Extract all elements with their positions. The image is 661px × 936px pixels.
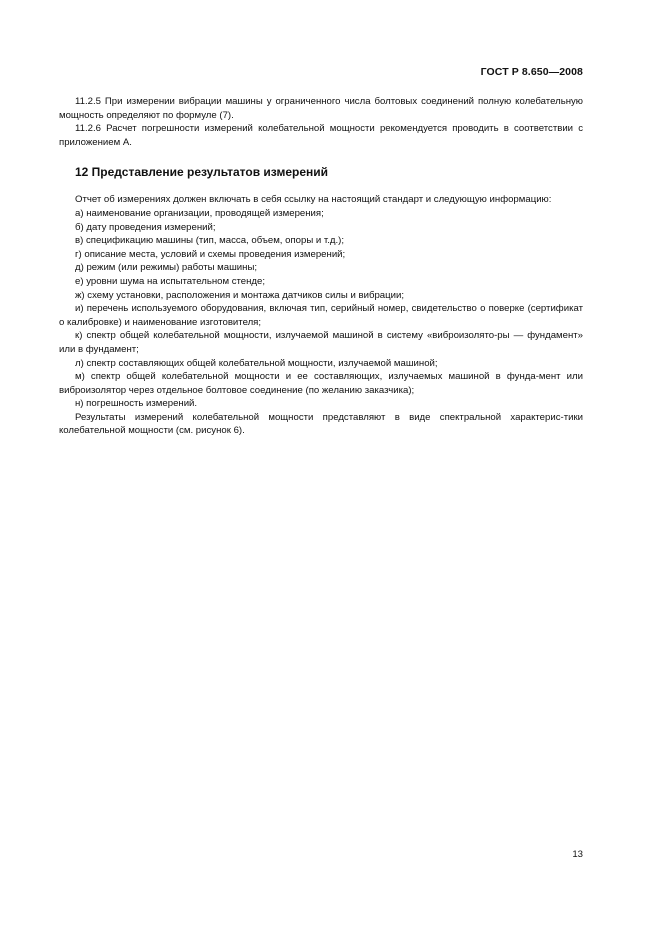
page-number: 13 (572, 849, 583, 860)
list-item: и) перечень используемого оборудования, включая тип, серийный номер, свидетельство о поверке (сертификат о калибровке) и наименование изготовителя; (59, 303, 583, 328)
section-12-intro: Отчет об измерениях должен включать в себя ссылку на настоящий стандарт и следующую информацию: (75, 194, 552, 206)
list-item: г) описание места, условий и схемы проведения измерений; (75, 248, 346, 260)
paragraph-11-2-5: 11.2.5 При измерении вибрации машины у ограниченного числа болтовых соединений полную колебательную мощность определяют по формуле (7). (59, 96, 583, 121)
list-item: б) дату проведения измерений; (75, 221, 216, 233)
section-12-title: 12 Представление результатов измерений (75, 165, 329, 180)
document-body (59, 95, 583, 438)
list-item: н) погрешность измерений. (75, 398, 198, 410)
list-item: а) наименование организации, проводящей измерения; (75, 207, 324, 219)
list-item: е) уровни шума на испытательном стенде; (75, 275, 266, 287)
paragraph-11-2-6: 11.2.6 Расчет погрешности измерений колебательной мощности рекомендуется проводить в соответствии с приложением А. (59, 123, 583, 148)
section-12-conclusion: Результаты измерений колебательной мощности представляют в виде спектральной характерис-тики колебательной мощности (см. рисунок 6). (59, 411, 583, 437)
list-item: к) спектр общей колебательной мощности, излучаемой машиной в систему «виброизолято-ры — фундамент» или в фундамент; (59, 330, 583, 355)
list-item: м) спектр общей колебательной мощности и ее составляющих, излучаемых машиной в фунда-мент или виброизолятор через отдельное болтовое соединение (по желанию заказчика); (59, 371, 583, 396)
list-item: ж) схему установки, расположения и монтажа датчиков силы и вибрации; (75, 289, 404, 301)
list-item: в) спецификацию машины (тип, масса, объем, опоры и т.д.); (75, 235, 345, 247)
requirements-list (59, 207, 583, 411)
list-item: л) спектр составляющих общей колебательной мощности, излучаемой машиной; (75, 357, 438, 369)
document-standard-header: ГОСТ Р 8.650—2008 (480, 66, 583, 78)
list-item: д) режим (или режимы) работы машины; (75, 262, 258, 274)
